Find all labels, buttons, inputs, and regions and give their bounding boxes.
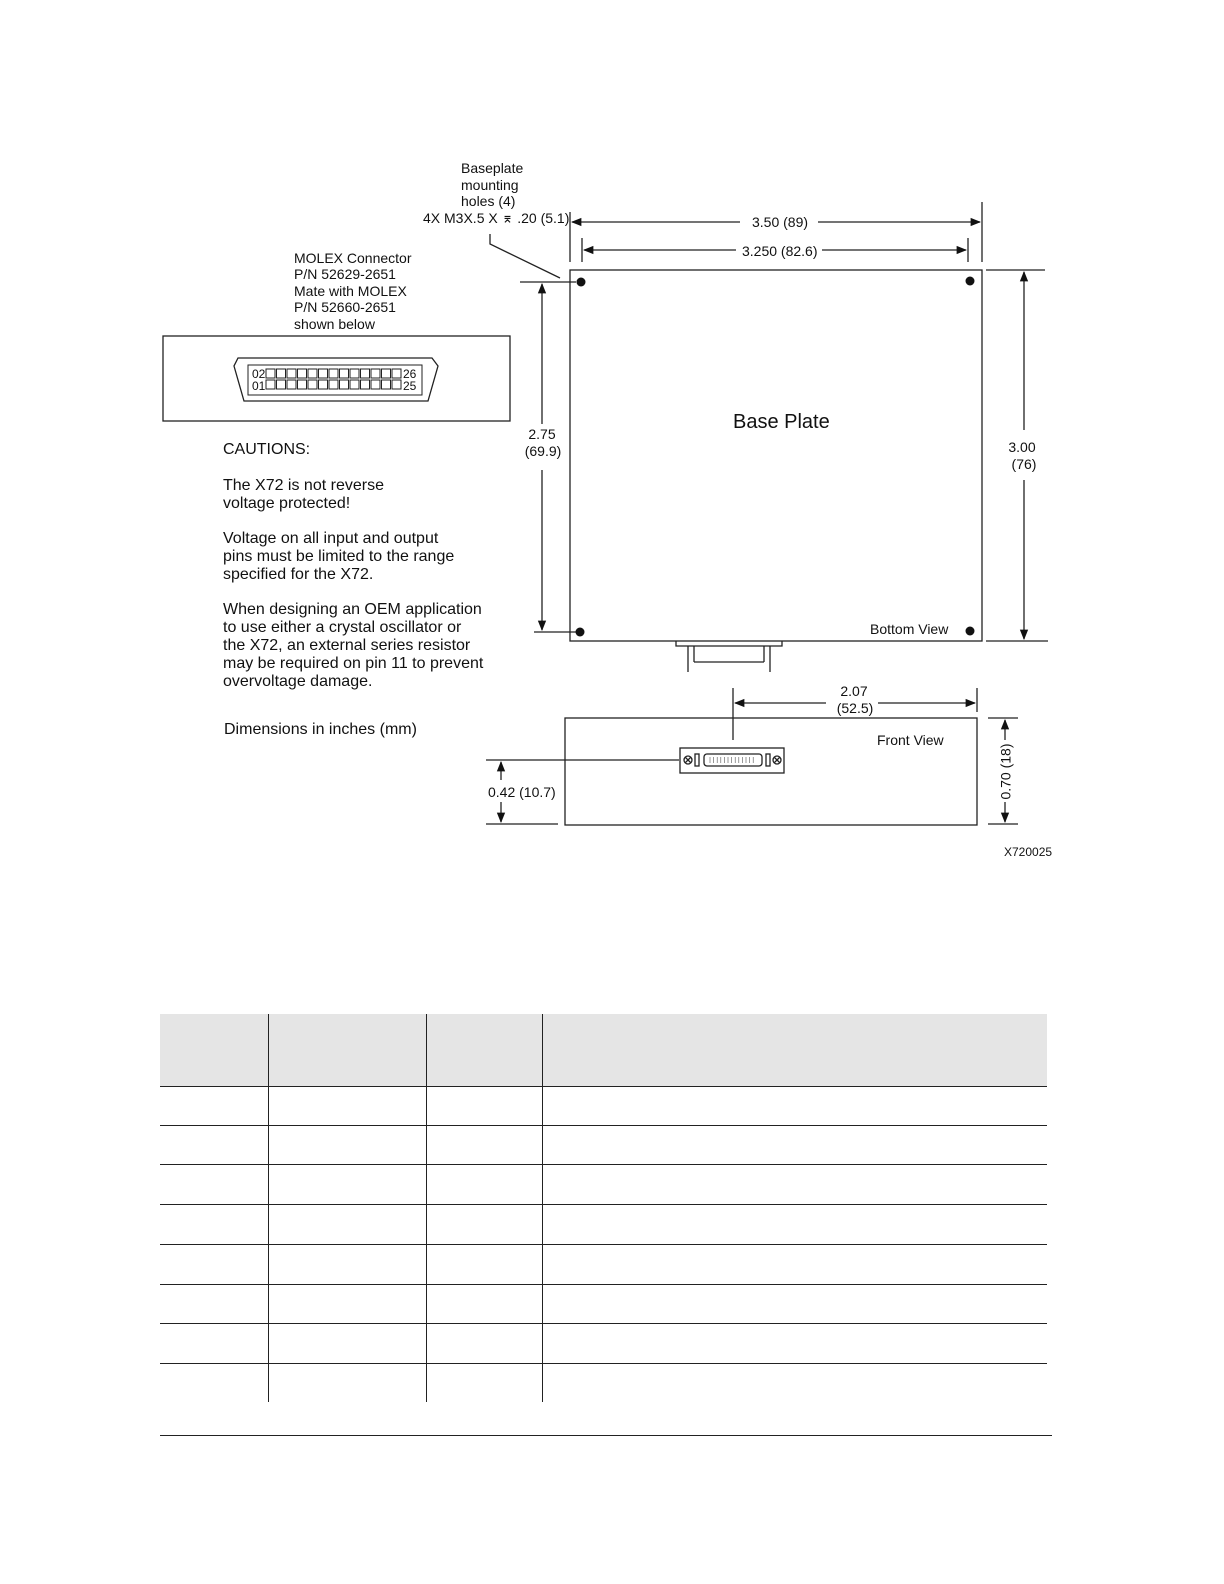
base-plate-title: Base Plate <box>733 411 830 433</box>
caution-p1-line1: The X72 is not reverse <box>223 477 384 494</box>
figure-id: X720025 <box>1004 845 1053 859</box>
connector-pin <box>277 369 286 378</box>
hole-callout: 4X M3X.5 X ⌆ .20 (5.1) <box>423 210 570 226</box>
table-row-divider <box>160 1125 1047 1126</box>
connector-pin <box>361 380 370 389</box>
caution-p3-line4: may be required on pin 11 to prevent <box>223 655 484 672</box>
connector-pin <box>350 369 359 378</box>
pin-label-26: 26 <box>403 367 417 381</box>
dim-right-value: 3.00 <box>1008 439 1036 455</box>
connector-pin <box>266 380 275 389</box>
connector-pin <box>392 369 401 378</box>
mounting-hole <box>576 628 585 637</box>
connector-pin <box>382 380 391 389</box>
table-row-divider <box>160 1204 1047 1205</box>
table-col-divider <box>268 1014 269 1402</box>
table-col-divider <box>542 1014 543 1402</box>
connector-pin <box>392 380 401 389</box>
caution-p1-line2: voltage protected! <box>223 495 351 512</box>
connector-pin <box>319 369 328 378</box>
connector-label-3: Mate with MOLEX <box>294 283 407 299</box>
connector-label-2: P/N 52629-2651 <box>294 266 396 282</box>
dim-front-height: 0.70 (18) <box>997 743 1014 800</box>
table-row-divider <box>160 1244 1047 1245</box>
connector-pin <box>329 380 338 389</box>
baseplate-holes-label-3: holes (4) <box>461 193 516 209</box>
dim-front-value: 2.07 <box>840 683 868 699</box>
table-col-divider <box>426 1014 427 1402</box>
connector-pin <box>319 380 328 389</box>
caution-p2-line1: Voltage on all input and output <box>223 530 439 547</box>
connector-pin <box>308 380 317 389</box>
dim-right-mm: (76) <box>1011 456 1037 472</box>
caution-p3-line3: the X72, an external series resistor <box>223 637 471 654</box>
caution-p3-line1: When designing an OEM application <box>223 601 482 618</box>
caution-p2-line3: specified for the X72. <box>223 566 374 583</box>
dim-left-value: 2.75 <box>528 426 556 442</box>
dimensions-note: Dimensions in inches (mm) <box>224 721 417 738</box>
pin-label-25: 25 <box>403 379 417 393</box>
connector-label-5: shown below <box>294 316 375 332</box>
connector-pin <box>308 369 317 378</box>
connector-pin <box>298 380 307 389</box>
footer-rule <box>160 1435 1052 1436</box>
table-row-divider <box>160 1323 1047 1324</box>
cautions-title: CAUTIONS: <box>223 441 311 458</box>
dim-top-inner: 3.250 (82.6) <box>742 243 818 259</box>
pin-table-header <box>160 1014 1047 1086</box>
connector-pin <box>298 369 307 378</box>
pin-label-01: 01 <box>252 379 266 393</box>
dim-top-outer: 3.50 (89) <box>752 214 809 230</box>
connector-pin <box>361 369 370 378</box>
caution-p3-line2: to use either a crystal oscillator or <box>223 619 462 636</box>
table-row-divider <box>160 1363 1047 1364</box>
caution-p3-line5: overvoltage damage. <box>223 673 373 690</box>
connector-pin <box>277 380 286 389</box>
connector-pin <box>382 369 391 378</box>
dim-front-mm: (52.5) <box>836 700 874 716</box>
bottom-view-label: Bottom View <box>870 621 949 637</box>
connector-label-1: MOLEX Connector <box>294 250 412 266</box>
base-plate-outline <box>570 270 982 641</box>
connector-pin <box>371 380 380 389</box>
connector-pin <box>371 369 380 378</box>
baseplate-holes-label-1: Baseplate <box>461 160 524 176</box>
dim-connector-height: 0.42 (10.7) <box>488 784 556 800</box>
front-view-label: Front View <box>877 732 944 748</box>
dim-left-mm: (69.9) <box>524 443 562 459</box>
table-row-divider <box>160 1164 1047 1165</box>
mounting-hole <box>966 627 975 636</box>
connector-pin <box>329 369 338 378</box>
connector-pin <box>340 369 349 378</box>
mounting-hole <box>966 277 975 286</box>
connector-pin <box>287 369 296 378</box>
baseplate-holes-label-2: mounting <box>461 177 519 193</box>
connector-pin <box>266 369 275 378</box>
table-row-divider <box>160 1086 1047 1087</box>
mounting-hole <box>577 278 586 287</box>
base-plate-connector-stub <box>676 641 782 672</box>
connector-label-4: P/N 52660-2651 <box>294 299 396 315</box>
caution-p2-line2: pins must be limited to the range <box>223 548 455 565</box>
connector-pin <box>287 380 296 389</box>
connector-pin <box>340 380 349 389</box>
connector-pin <box>350 380 359 389</box>
pin-label-02: 02 <box>252 367 266 381</box>
table-row-divider <box>160 1284 1047 1285</box>
